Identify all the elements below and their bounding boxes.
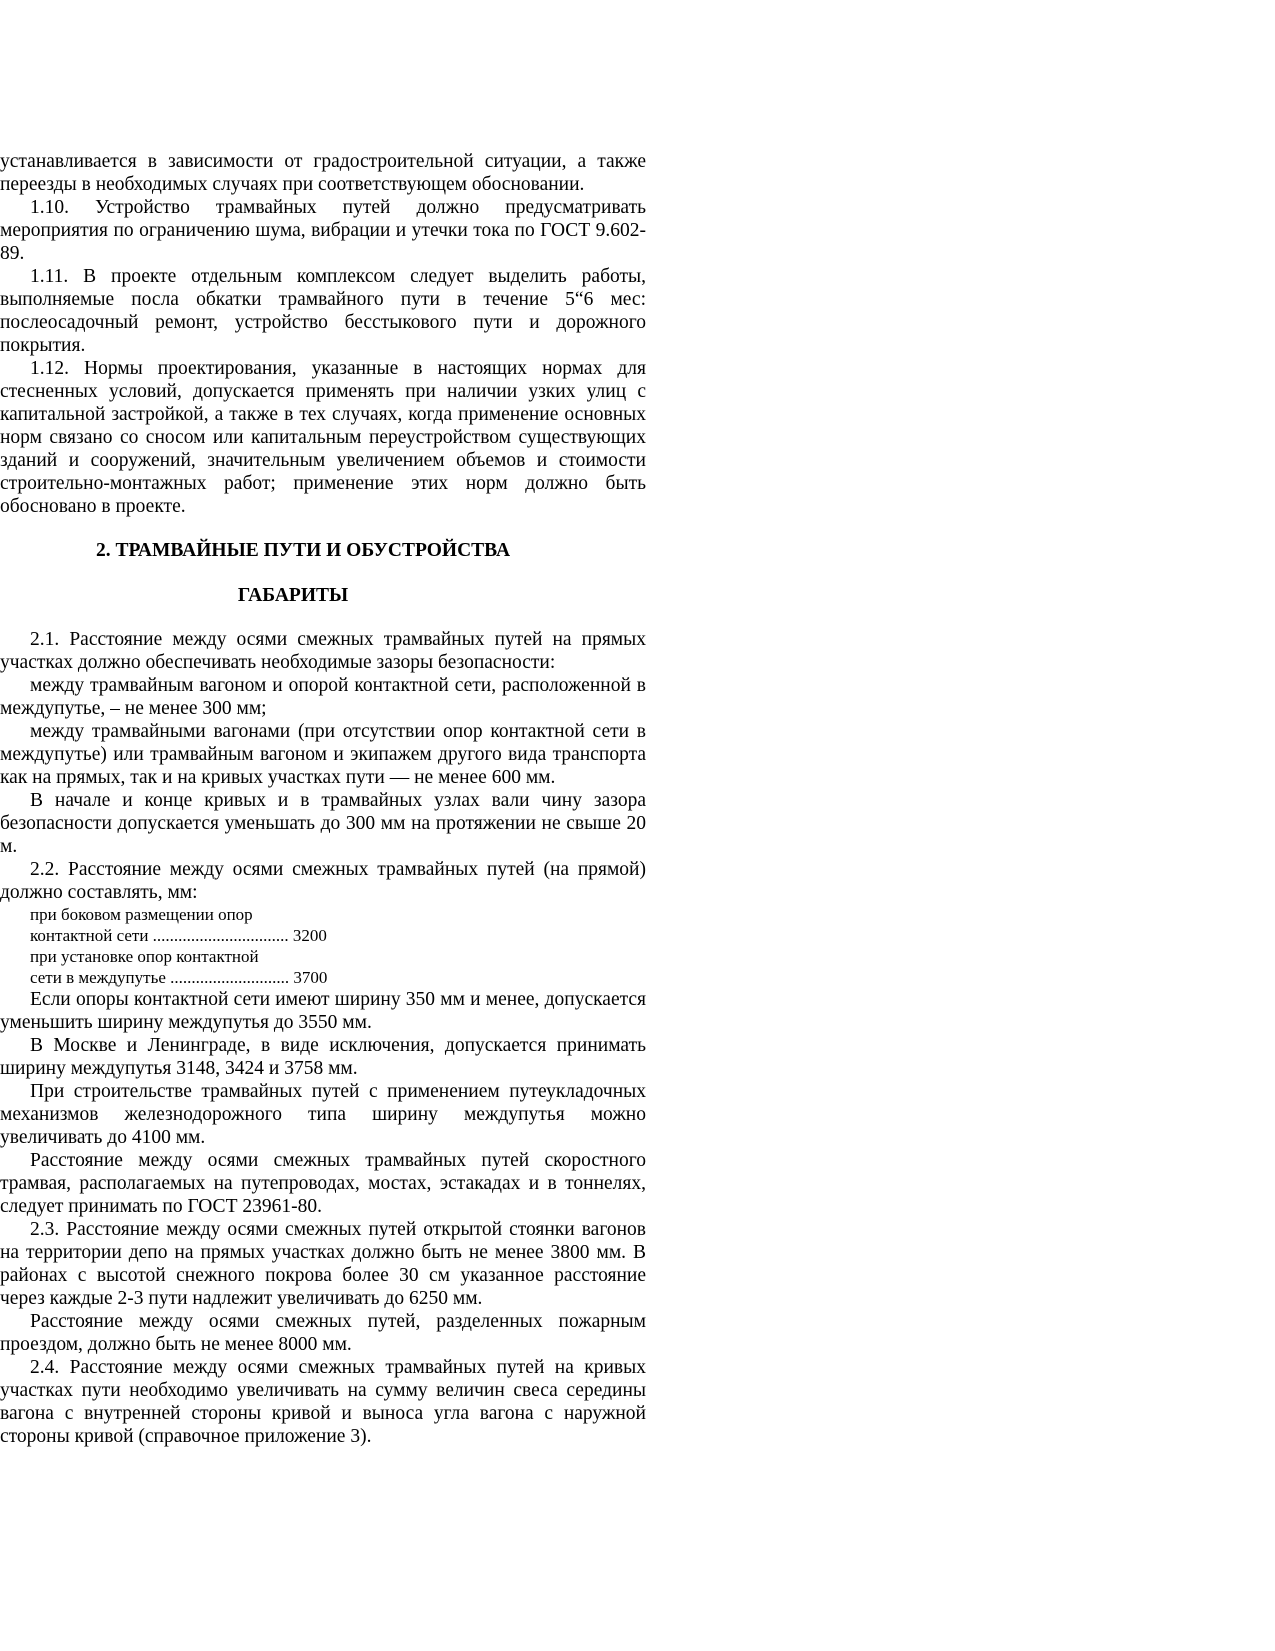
paragraph-track-laying: При строительстве трамвайных путей с применением путеукладочных механизмов железнодорожного типа ширину междупутья можно увеличивать до 4100 мм. — [0, 1081, 646, 1148]
list-line: контактной сети ................................ 3200 — [30, 926, 327, 945]
paragraph-1-11: 1.11. В проекте отдельным комплексом следует выделить работы, выполняемые посла обкатки трамвайного пути в течение 5“6 мес: послеосадочный ремонт, устройство бесстыкового пути и дорожного покрытия. — [0, 266, 646, 356]
paragraph-2-1: 2.1. Расстояние между осями смежных трамвайных путей на прямых участках должно обеспечивать необходимые зазоры безопасности: — [0, 629, 646, 673]
paragraph-2-1-item-support: между трамвайным вагоном и опорой контактной сети, расположенной в междупутье, – не менее 300 мм; — [0, 675, 646, 719]
paragraph-fire-passage: Расстояние между осями смежных путей, разделенных пожарным проездом, должно быть не менее 8000 мм. — [0, 1311, 646, 1355]
paragraph-2-2: 2.2. Расстояние между осями смежных трамвайных путей (на прямой) должно составлять, мм: — [0, 859, 646, 903]
paragraph-2-4: 2.4. Расстояние между осями смежных трамвайных путей на кривых участках пути необходимо увеличивать на сумму величин свеса середины вагона с внутренней стороны кривой и выноса угла вагона с наружной стороны кривой (справочное приложение 3). — [0, 1357, 646, 1447]
paragraph-2-1-curves: В начале и конце кривых и в трамвайных узлах вали чину зазора безопасности допускается уменьшать до 300 мм на протяжении не свыше 20 м. — [0, 790, 646, 857]
paragraph-2-1-item-vehicles: между трамвайными вагонами (при отсутствии опор контактной сети в междупутье) или трамвайным вагоном и экипажем другого вида транспорта как на прямых, так и на кривых участках пути — не менее 600 мм. — [0, 721, 646, 788]
list-line: при боковом размещении опор — [30, 905, 253, 924]
list-line: сети в междупутье ............................ 3700 — [30, 968, 328, 987]
section-subtitle: ГАБАРИТЫ — [237, 585, 349, 606]
document-page — [0, 150, 646, 1448]
paragraph-intro-continuation: устанавливается в зависимости от градостроительной ситуации, а также переезды в необходимых случаях при соответствующем обосновании. — [0, 151, 646, 195]
paragraph-rapid-tram: Расстояние между осями смежных трамвайных путей скоростного трамвая, располагаемых на путепроводах, мостах, эстакадах и в тоннелях, следует принимать по ГОСТ 23961-80. — [0, 1150, 646, 1217]
list-line: при установке опор контактной — [30, 947, 259, 966]
section-title: 2. ТРАМВАЙНЫЕ ПУТИ И ОБУСТРОЙСТВА — [95, 540, 511, 561]
paragraph-moscow-leningrad: В Москве и Ленинграде, в виде исключения, допускается принимать ширину междупутья 3148, 3424 и 3758 мм. — [0, 1035, 646, 1079]
paragraph-1-10: 1.10. Устройство трамвайных путей должно предусматривать мероприятия по ограничению шума, вибрации и утечки тока по ГОСТ 9.602-89. — [0, 197, 646, 264]
paragraph-2-3: 2.3. Расстояние между осями смежных путей открытой стоянки вагонов на территории депо на прямых участках должно быть не менее 3800 мм. В районах с высотой снежного покрова более 30 см указанное расстояние через каждые 2-3 пути надлежит увеличивать до 6250 мм. — [0, 1219, 646, 1309]
paragraph-1-12: 1.12. Нормы проектирования, указанные в настоящих нормах для стесненных условий, допускается применять при наличии узких улиц с капитальной застройкой, а также в тех случаях, когда применение основных норм связано со сносом или капитальным переустройством существующих зданий и сооружений, значительным увеличением объемов и стоимости строительно-монтажных работ; применение этих норм должно быть обосновано в проекте. — [0, 358, 646, 517]
paragraph-support-width: Если опоры контактной сети имеют ширину 350 мм и менее, допускается уменьшить ширину междупутья до 3550 мм. — [0, 989, 646, 1033]
spacing-list — [0, 904, 646, 988]
